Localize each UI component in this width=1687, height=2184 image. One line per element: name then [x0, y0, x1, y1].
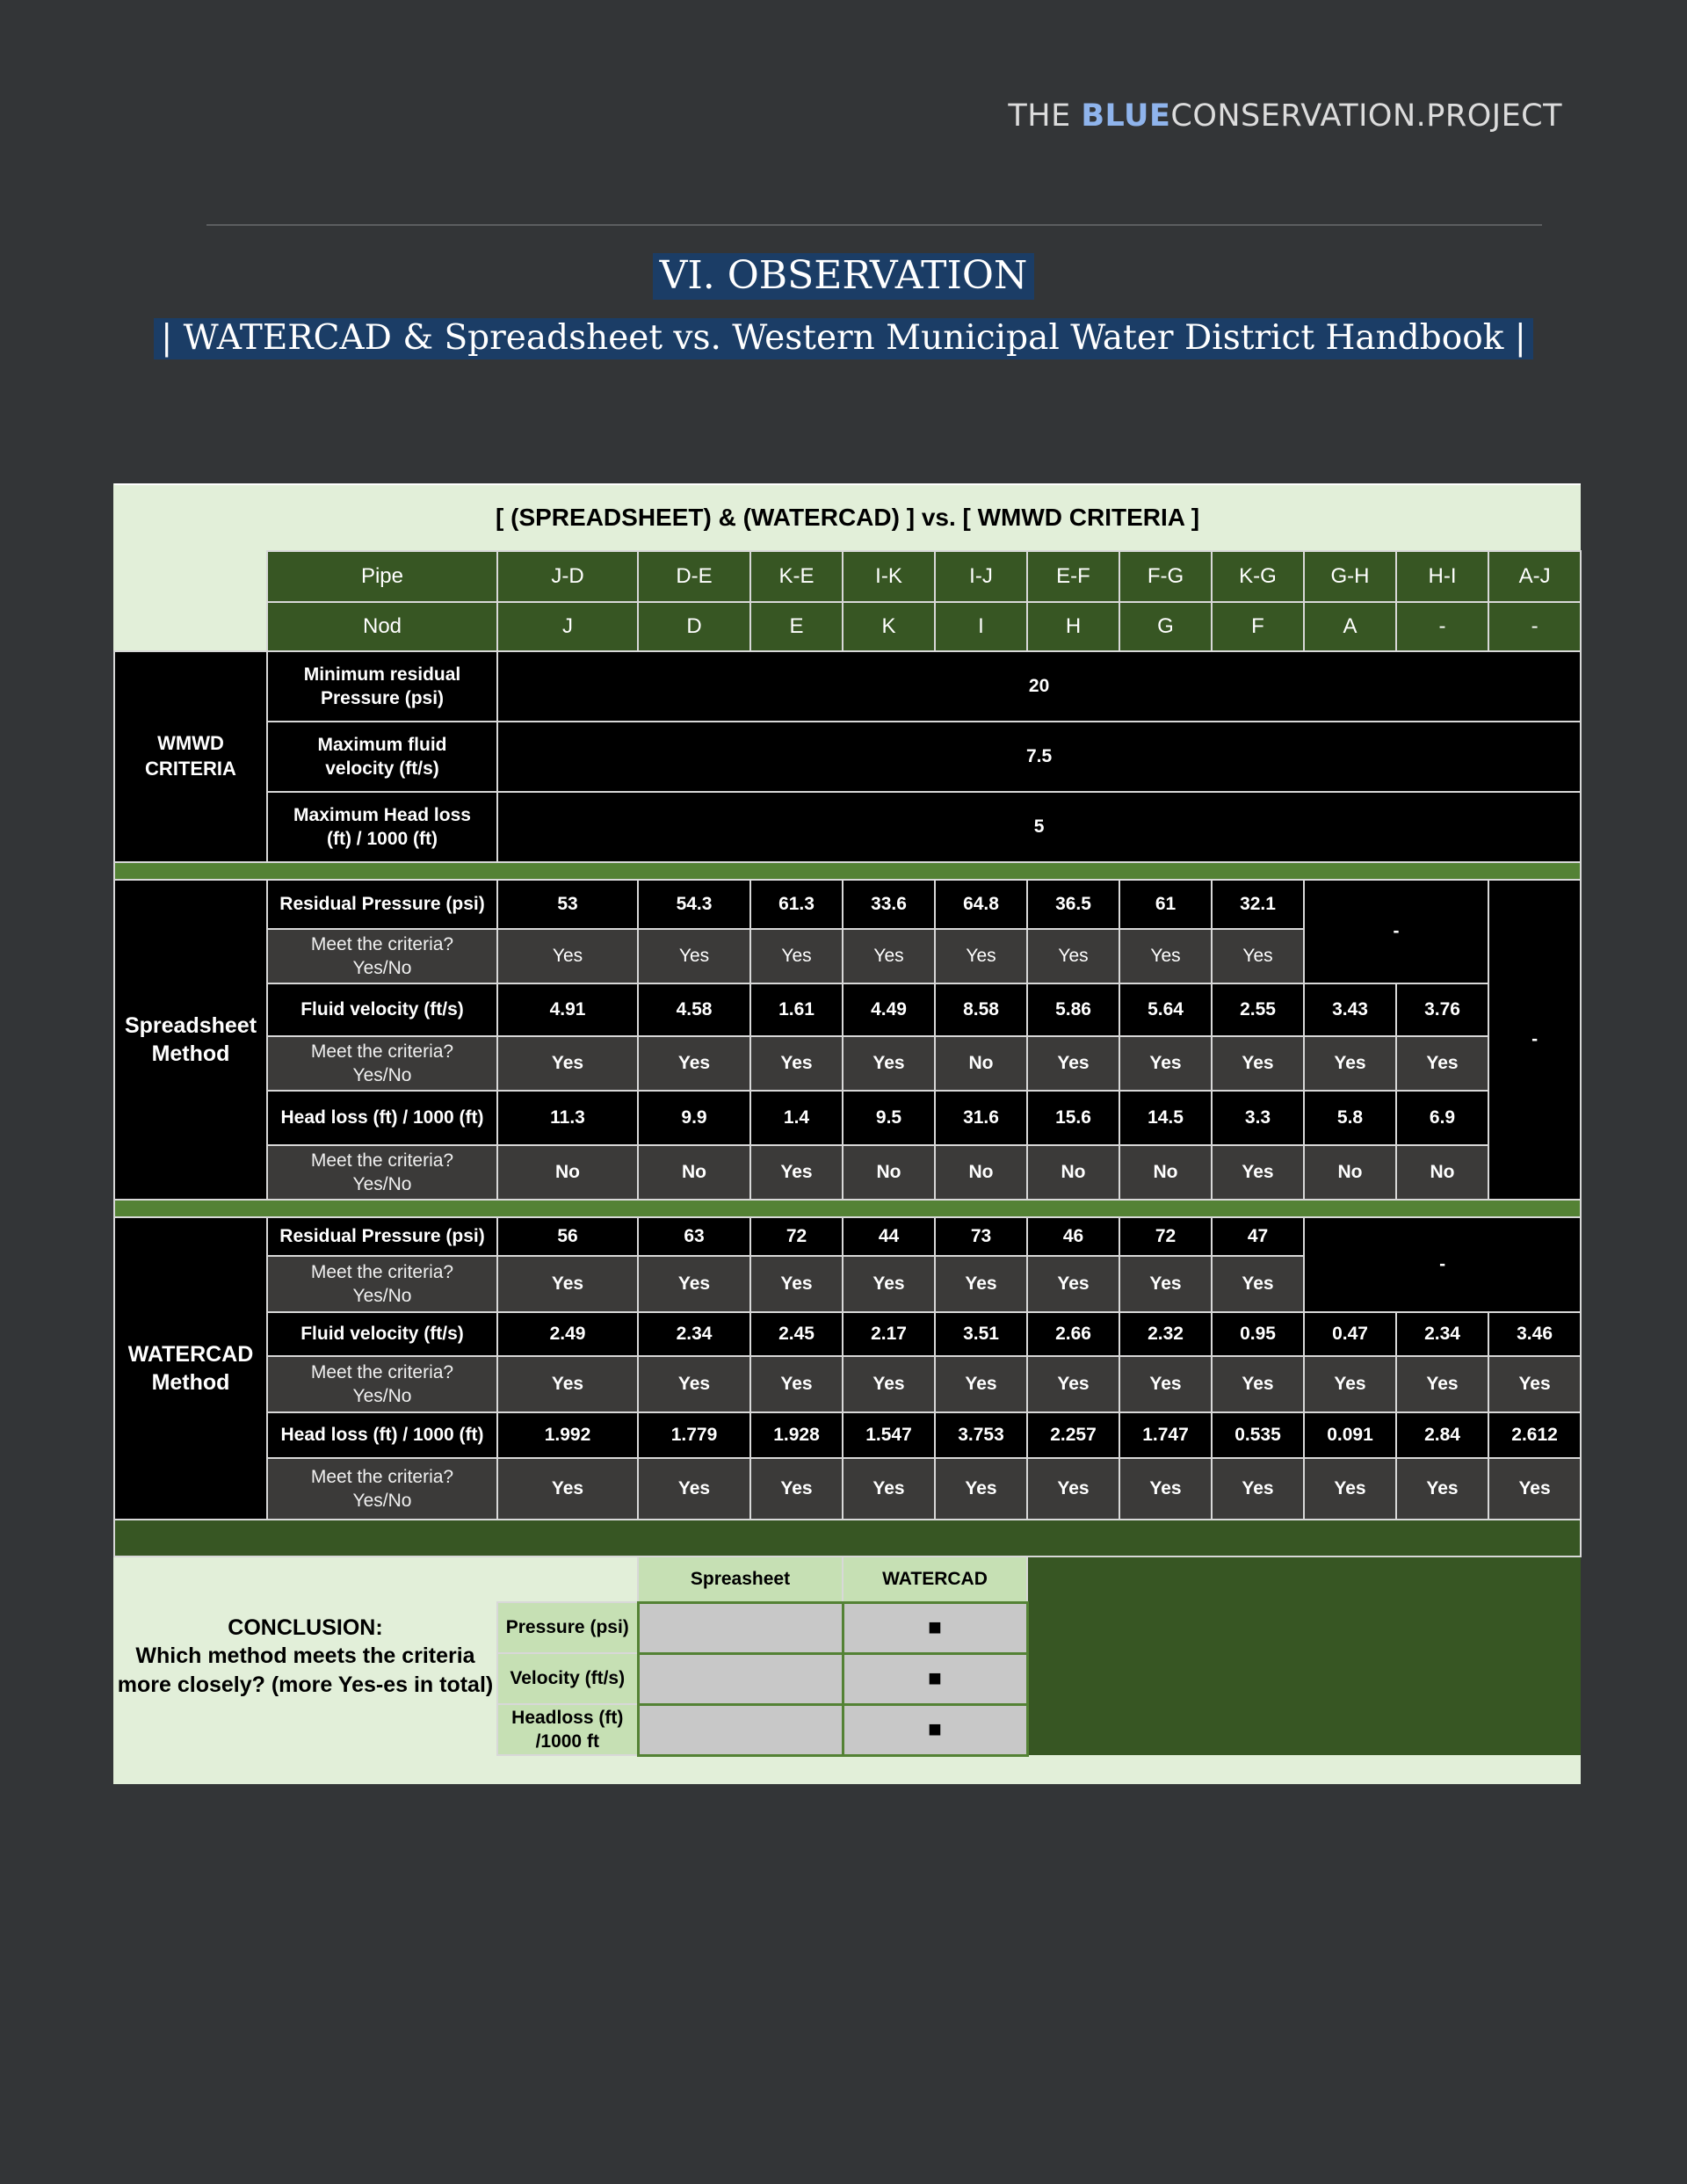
- pressure-value: 33.6: [843, 880, 935, 929]
- criteria-value: 7.5: [497, 722, 1581, 792]
- headloss-label: Head loss (ft) / 1000 (ft): [267, 1091, 497, 1145]
- meet-value: Yes: [1212, 1356, 1304, 1412]
- meet-value: No: [843, 1145, 935, 1200]
- meet-value: Yes: [497, 1356, 638, 1412]
- headloss-value: 14.5: [1119, 1091, 1212, 1145]
- not-applicable: -: [1304, 880, 1488, 983]
- meet-value: Yes: [1488, 1458, 1581, 1520]
- headloss-value: 3.753: [935, 1412, 1027, 1458]
- spreadsheet-velocity-meet-row: [114, 1036, 1581, 1091]
- comparison-table-panel: [113, 483, 1581, 1784]
- meet-criteria-label: Meet the criteria? Yes/No: [267, 929, 497, 983]
- conclusion-watercad-cell: ■: [843, 1653, 1027, 1704]
- node-header: -: [1396, 602, 1488, 651]
- velocity-value: 3.46: [1488, 1312, 1581, 1356]
- pressure-value: 44: [843, 1217, 935, 1256]
- meet-value: Yes: [1304, 1036, 1396, 1091]
- headloss-value: 0.091: [1304, 1412, 1396, 1458]
- pipe-header: I-K: [843, 551, 935, 602]
- meet-value: No: [1027, 1145, 1119, 1200]
- meet-value: Yes: [1212, 1036, 1304, 1091]
- node-header: I: [935, 602, 1027, 651]
- meet-value: Yes: [1396, 1458, 1488, 1520]
- section-subtitle: | WATERCAD & Spreadsheet vs. Western Municipal Water District Handbook |: [154, 318, 1533, 359]
- node-header: A: [1304, 602, 1396, 651]
- velocity-value: 2.49: [497, 1312, 638, 1356]
- not-applicable: -: [1488, 880, 1581, 1200]
- headloss-label: Head loss (ft) / 1000 (ft): [267, 1412, 497, 1458]
- watercad-headloss-meet-row: [114, 1458, 1581, 1520]
- meet-value: Yes: [638, 1256, 750, 1312]
- pipe-header: G-H: [1304, 551, 1396, 602]
- meet-value: Yes: [1119, 1458, 1212, 1520]
- meet-value: Yes: [935, 1356, 1027, 1412]
- headloss-value: 9.9: [638, 1091, 750, 1145]
- brand-suffix: CONSERVATION.PROJECT: [1170, 98, 1562, 134]
- pressure-value: 73: [935, 1217, 1027, 1256]
- pipe-header: I-J: [935, 551, 1027, 602]
- separator-row: [114, 1200, 1581, 1217]
- pressure-value: 64.8: [935, 880, 1027, 929]
- headloss-value: 15.6: [1027, 1091, 1119, 1145]
- pipe-header: J-D: [497, 551, 638, 602]
- headloss-value: 2.84: [1396, 1412, 1488, 1458]
- node-label: Nod: [267, 602, 497, 651]
- pressure-value: 46: [1027, 1217, 1119, 1256]
- headloss-value: 9.5: [843, 1091, 935, 1145]
- velocity-value: 2.34: [1396, 1312, 1488, 1356]
- velocity-value: 0.95: [1212, 1312, 1304, 1356]
- pressure-value: 63: [638, 1217, 750, 1256]
- headloss-value: 1.992: [497, 1412, 638, 1458]
- header-divider: [206, 224, 1542, 226]
- meet-value: Yes: [1212, 1458, 1304, 1520]
- meet-value: Yes: [1119, 929, 1212, 983]
- meet-value: Yes: [1027, 929, 1119, 983]
- pipe-header: H-I: [1396, 551, 1488, 602]
- criteria-value: 5: [497, 792, 1581, 862]
- node-header: E: [750, 602, 843, 651]
- headloss-value: 2.612: [1488, 1412, 1581, 1458]
- velocity-value: 1.61: [750, 983, 843, 1036]
- spreadsheet-velocity-row: [114, 983, 1581, 1036]
- headloss-value: 3.3: [1212, 1091, 1304, 1145]
- meet-value: No: [935, 1036, 1027, 1091]
- headloss-value: 1.4: [750, 1091, 843, 1145]
- meet-value: No: [935, 1145, 1027, 1200]
- meet-value: No: [638, 1145, 750, 1200]
- header-blank: [114, 551, 267, 651]
- pressure-label: Residual Pressure (psi): [267, 880, 497, 929]
- meet-value: Yes: [843, 1036, 935, 1091]
- pressure-label: Residual Pressure (psi): [267, 1217, 497, 1256]
- pressure-value: 47: [1212, 1217, 1304, 1256]
- meet-criteria-label: Meet the criteria? Yes/No: [267, 1356, 497, 1412]
- pressure-value: 32.1: [1212, 880, 1304, 929]
- conclusion-spreadsheet-header: Spreasheet: [638, 1556, 843, 1602]
- conclusion-blank: [497, 1556, 638, 1602]
- comparison-table: [113, 483, 1582, 1757]
- meet-criteria-label: Meet the criteria? Yes/No: [267, 1145, 497, 1200]
- meet-value: Yes: [497, 1256, 638, 1312]
- meet-value: Yes: [1396, 1036, 1488, 1091]
- velocity-value: 2.32: [1119, 1312, 1212, 1356]
- meet-value: Yes: [1119, 1256, 1212, 1312]
- meet-value: Yes: [843, 929, 935, 983]
- headloss-value: 2.257: [1027, 1412, 1119, 1458]
- meet-value: No: [1119, 1145, 1212, 1200]
- pipe-header: K-G: [1212, 551, 1304, 602]
- conclusion-row-label: Velocity (ft/s): [497, 1653, 638, 1704]
- velocity-value: 5.86: [1027, 983, 1119, 1036]
- pressure-value: 72: [1119, 1217, 1212, 1256]
- pipe-label: Pipe: [267, 551, 497, 602]
- meet-value: Yes: [1212, 929, 1304, 983]
- meet-value: Yes: [1212, 1145, 1304, 1200]
- velocity-value: 3.76: [1396, 983, 1488, 1036]
- meet-value: Yes: [843, 1256, 935, 1312]
- meet-criteria-label: Meet the criteria? Yes/No: [267, 1256, 497, 1312]
- conclusion-question: CONCLUSION: Which method meets the criteria more closely? (more Yes-es in total): [114, 1556, 497, 1755]
- pipe-header-row: [114, 551, 1581, 602]
- meet-value: Yes: [843, 1458, 935, 1520]
- velocity-value: 4.91: [497, 983, 638, 1036]
- conclusion-watercad-cell: ■: [843, 1704, 1027, 1755]
- velocity-value: 3.51: [935, 1312, 1027, 1356]
- meet-value: Yes: [750, 1145, 843, 1200]
- conclusion-watercad-cell: ■: [843, 1602, 1027, 1653]
- brand-highlight: BLUE: [1081, 98, 1171, 134]
- meet-value: Yes: [1027, 1036, 1119, 1091]
- velocity-value: 2.55: [1212, 983, 1304, 1036]
- meet-value: Yes: [1304, 1458, 1396, 1520]
- meet-value: Yes: [843, 1356, 935, 1412]
- pressure-value: 54.3: [638, 880, 750, 929]
- meet-value: Yes: [935, 1458, 1027, 1520]
- watercad-headloss-row: [114, 1412, 1581, 1458]
- pressure-value: 61: [1119, 880, 1212, 929]
- pressure-value: 72: [750, 1217, 843, 1256]
- criteria-label: Maximum Head loss (ft) / 1000 (ft): [267, 792, 497, 862]
- meet-value: Yes: [1396, 1356, 1488, 1412]
- conclusion-fill: [1027, 1556, 1581, 1755]
- pressure-value: 53: [497, 880, 638, 929]
- spreadsheet-headloss-row: [114, 1091, 1581, 1145]
- meet-value: Yes: [638, 1356, 750, 1412]
- meet-value: Yes: [1027, 1356, 1119, 1412]
- velocity-value: 4.49: [843, 983, 935, 1036]
- conclusion-spreadsheet-cell: [638, 1704, 843, 1755]
- meet-value: Yes: [638, 1458, 750, 1520]
- separator: [114, 1200, 1581, 1217]
- section-title: VI. OBSERVATION: [653, 253, 1035, 300]
- node-header: K: [843, 602, 935, 651]
- meet-value: Yes: [1027, 1256, 1119, 1312]
- meet-value: Yes: [935, 929, 1027, 983]
- conclusion-spreadsheet-cell: [638, 1602, 843, 1653]
- velocity-label: Fluid velocity (ft/s): [267, 983, 497, 1036]
- criteria-row: [114, 792, 1581, 862]
- headloss-value: 1.928: [750, 1412, 843, 1458]
- criteria-label: Maximum fluid velocity (ft/s): [267, 722, 497, 792]
- headloss-value: 1.779: [638, 1412, 750, 1458]
- conclusion-spreadsheet-cell: [638, 1653, 843, 1704]
- pipe-header: K-E: [750, 551, 843, 602]
- meet-value: Yes: [1304, 1356, 1396, 1412]
- headloss-value: 11.3: [497, 1091, 638, 1145]
- pipe-header: F-G: [1119, 551, 1212, 602]
- headloss-value: 31.6: [935, 1091, 1027, 1145]
- brand-prefix: THE: [1008, 98, 1082, 134]
- meet-value: No: [1396, 1145, 1488, 1200]
- meet-value: Yes: [1488, 1356, 1581, 1412]
- node-header: G: [1119, 602, 1212, 651]
- meet-value: No: [1304, 1145, 1396, 1200]
- watercad-group-label: WATERCAD Method: [114, 1217, 267, 1520]
- meet-value: Yes: [750, 1356, 843, 1412]
- caption-row: [114, 484, 1581, 551]
- conclusion-row-label: Headloss (ft) /1000 ft: [497, 1704, 638, 1755]
- headloss-value: 1.547: [843, 1412, 935, 1458]
- velocity-label: Fluid velocity (ft/s): [267, 1312, 497, 1356]
- meet-value: Yes: [497, 1458, 638, 1520]
- velocity-value: 0.47: [1304, 1312, 1396, 1356]
- pressure-value: 36.5: [1027, 880, 1119, 929]
- meet-value: Yes: [1119, 1356, 1212, 1412]
- spreadsheet-pressure-row: [114, 880, 1581, 929]
- separator: [114, 862, 1581, 880]
- velocity-value: 2.17: [843, 1312, 935, 1356]
- spreadsheet-group-label: Spreadsheet Method: [114, 880, 267, 1200]
- velocity-value: 5.64: [1119, 983, 1212, 1036]
- not-applicable: -: [1304, 1217, 1581, 1312]
- meet-value: Yes: [750, 1458, 843, 1520]
- node-header: D: [638, 602, 750, 651]
- criteria-row: [114, 651, 1581, 722]
- spreadsheet-headloss-meet-row: [114, 1145, 1581, 1200]
- headloss-value: 0.535: [1212, 1412, 1304, 1458]
- brand-logo: [1008, 98, 1562, 134]
- headloss-value: 6.9: [1396, 1091, 1488, 1145]
- node-header: J: [497, 602, 638, 651]
- meet-value: Yes: [1119, 1036, 1212, 1091]
- velocity-value: 2.45: [750, 1312, 843, 1356]
- node-header: F: [1212, 602, 1304, 651]
- meet-value: Yes: [1027, 1458, 1119, 1520]
- headloss-value: 5.8: [1304, 1091, 1396, 1145]
- conclusion-row-label: Pressure (psi): [497, 1602, 638, 1653]
- watercad-pressure-row: [114, 1217, 1581, 1256]
- separator-row: [114, 1520, 1581, 1556]
- meet-value: Yes: [497, 1036, 638, 1091]
- node-header: H: [1027, 602, 1119, 651]
- meet-value: Yes: [638, 929, 750, 983]
- meet-value: Yes: [750, 1036, 843, 1091]
- headloss-value: 1.747: [1119, 1412, 1212, 1458]
- meet-value: Yes: [935, 1256, 1027, 1312]
- meet-value: Yes: [638, 1036, 750, 1091]
- velocity-value: 2.66: [1027, 1312, 1119, 1356]
- node-header: -: [1488, 602, 1581, 651]
- meet-criteria-label: Meet the criteria? Yes/No: [267, 1036, 497, 1091]
- velocity-value: 3.43: [1304, 983, 1396, 1036]
- watercad-velocity-row: [114, 1312, 1581, 1356]
- separator-row: [114, 862, 1581, 880]
- pipe-header: A-J: [1488, 551, 1581, 602]
- watercad-velocity-meet-row: [114, 1356, 1581, 1412]
- meet-value: Yes: [750, 1256, 843, 1312]
- criteria-value: 20: [497, 651, 1581, 722]
- pipe-header: E-F: [1027, 551, 1119, 602]
- table-caption: [ (SPREADSHEET) & (WATERCAD) ] vs. [ WMWD CRITERIA ]: [114, 484, 1581, 551]
- velocity-value: 8.58: [935, 983, 1027, 1036]
- criteria-row: [114, 722, 1581, 792]
- pressure-value: 61.3: [750, 880, 843, 929]
- meet-criteria-label: Meet the criteria? Yes/No: [267, 1458, 497, 1520]
- meet-value: Yes: [750, 929, 843, 983]
- pressure-value: 56: [497, 1217, 638, 1256]
- criteria-group-label: WMWD CRITERIA: [114, 651, 267, 862]
- separator: [114, 1520, 1581, 1556]
- velocity-value: 4.58: [638, 983, 750, 1036]
- pipe-header: D-E: [638, 551, 750, 602]
- meet-value: No: [497, 1145, 638, 1200]
- conclusion-header-row: [114, 1556, 1581, 1602]
- conclusion-watercad-header: WATERCAD: [843, 1556, 1027, 1602]
- meet-value: Yes: [1212, 1256, 1304, 1312]
- velocity-value: 2.34: [638, 1312, 750, 1356]
- node-header-row: [114, 602, 1581, 651]
- meet-value: Yes: [497, 929, 638, 983]
- criteria-label: Minimum residual Pressure (psi): [267, 651, 497, 722]
